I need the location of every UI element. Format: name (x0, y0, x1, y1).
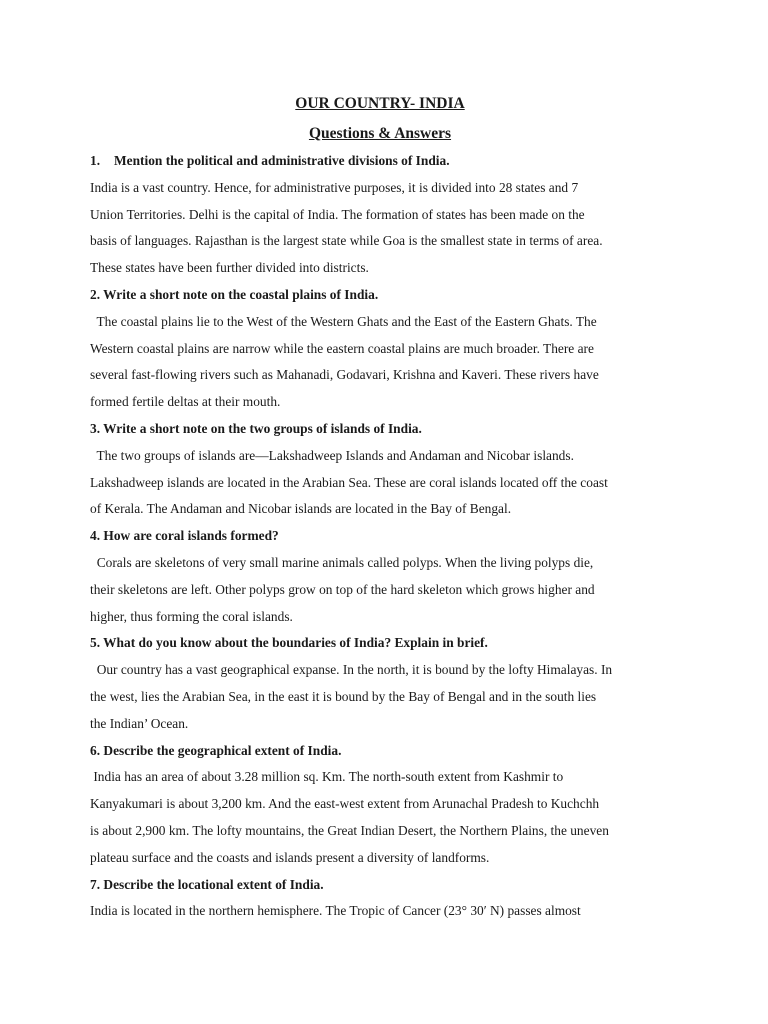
answer-line: their skeletons are left. Other polyps grow on top of the hard skeleton which grows higher and (90, 581, 595, 597)
qa-item (90, 630, 670, 737)
question-text: Write a short note on the two groups of islands of India. (103, 420, 422, 436)
qa-item (90, 282, 670, 416)
qa-item (90, 738, 670, 872)
question-number: 3. (90, 420, 101, 436)
answer-line: Union Territories. Delhi is the capital of India. The formation of states has been made on the (90, 206, 585, 222)
document-subtitle: Questions & Answers (308, 125, 452, 142)
answer-line: Western coastal plains are narrow while the eastern coastal plains are much broader. There are (90, 340, 594, 356)
answer-line: The coastal plains lie to the West of the Western Ghats and the East of the Eastern Ghats. The (90, 313, 597, 329)
answer-line: India is located in the northern hemisphere. The Tropic of Cancer (23° 30′ N) passes almost (90, 903, 581, 919)
answer-line: formed fertile deltas at their mouth. (90, 394, 281, 410)
question-number: 2. (90, 286, 101, 302)
question-number: 6. (90, 742, 101, 758)
answer-line: Our country has a vast geographical expanse. In the north, it is bound by the lofty Himalayas. In (90, 662, 613, 678)
answer-line: Lakshadweep islands are located in the Arabian Sea. These are coral islands located off the coast (90, 474, 608, 490)
question-number: 7. (90, 876, 101, 892)
answer-line: is about 2,900 km. The lofty mountains, the Great Indian Desert, the Northern Plains, the uneven (90, 822, 609, 838)
answer-line: the west, lies the Arabian Sea, in the east it is bound by the Bay of Bengal and in the south lies (90, 688, 597, 704)
question (90, 416, 670, 443)
answer-line: Kanyakumari is about 3,200 km. And the east-west extent from Arunachal Pradesh to Kuchchh (90, 796, 600, 812)
question-text: Describe the geographical extent of India. (103, 742, 342, 758)
answer (90, 550, 670, 630)
question (90, 872, 670, 899)
question-number: 5. (90, 635, 101, 651)
answer-line: plateau surface and the coasts and islands present a diversity of landforms. (90, 849, 490, 865)
answer-line: several fast-flowing rivers such as Mahanadi, Godavari, Krishna and Kaveri. These rivers have (90, 367, 599, 383)
answer-line: Corals are skeletons of very small marine animals called polyps. When the living polyps die, (90, 554, 594, 570)
question (90, 148, 670, 175)
question (90, 282, 670, 309)
answer-line: the Indian’ Ocean. (90, 715, 189, 731)
qa-item (90, 523, 670, 630)
answer-line: India is a vast country. Hence, for administrative purposes, it is divided into 28 states and 7 (90, 179, 579, 195)
qa-item (90, 148, 670, 282)
answer-line: basis of languages. Rajasthan is the largest state while Goa is the smallest state in terms of area. (90, 233, 603, 249)
question (90, 630, 670, 657)
answer-line: India has an area of about 3.28 million sq. Km. The north-south extent from Kashmir to (90, 769, 564, 785)
document-title: OUR COUNTRY- INDIA (295, 95, 465, 112)
question-number: 4. (90, 528, 101, 544)
answer-line: of Kerala. The Andaman and Nicobar islands are located in the Bay of Bengal. (90, 501, 512, 517)
question-text: Write a short note on the coastal plains of India. (103, 286, 379, 302)
answer (90, 764, 670, 871)
qa-item (90, 872, 670, 926)
answer-line: The two groups of islands are—Lakshadweep Islands and Andaman and Nicobar islands. (90, 447, 574, 463)
question-text: Mention the political and administrative divisions of India. (114, 153, 450, 168)
question (90, 523, 670, 550)
document-page (90, 92, 670, 925)
answer (90, 443, 670, 523)
answer (90, 898, 670, 925)
question (90, 738, 670, 765)
question-text: What do you know about the boundaries of India? Explain in brief. (103, 635, 488, 651)
answer (90, 175, 670, 282)
answer-line: These states have been further divided into districts. (90, 260, 369, 276)
answer (90, 309, 670, 416)
qa-item (90, 416, 670, 523)
answer-line: higher, thus forming the coral islands. (90, 608, 293, 624)
question-text: How are coral islands formed? (103, 528, 279, 544)
answer (90, 657, 670, 737)
question-number: 1. (90, 153, 101, 168)
question-text: Describe the locational extent of India. (103, 876, 324, 892)
qa-list (90, 148, 670, 925)
